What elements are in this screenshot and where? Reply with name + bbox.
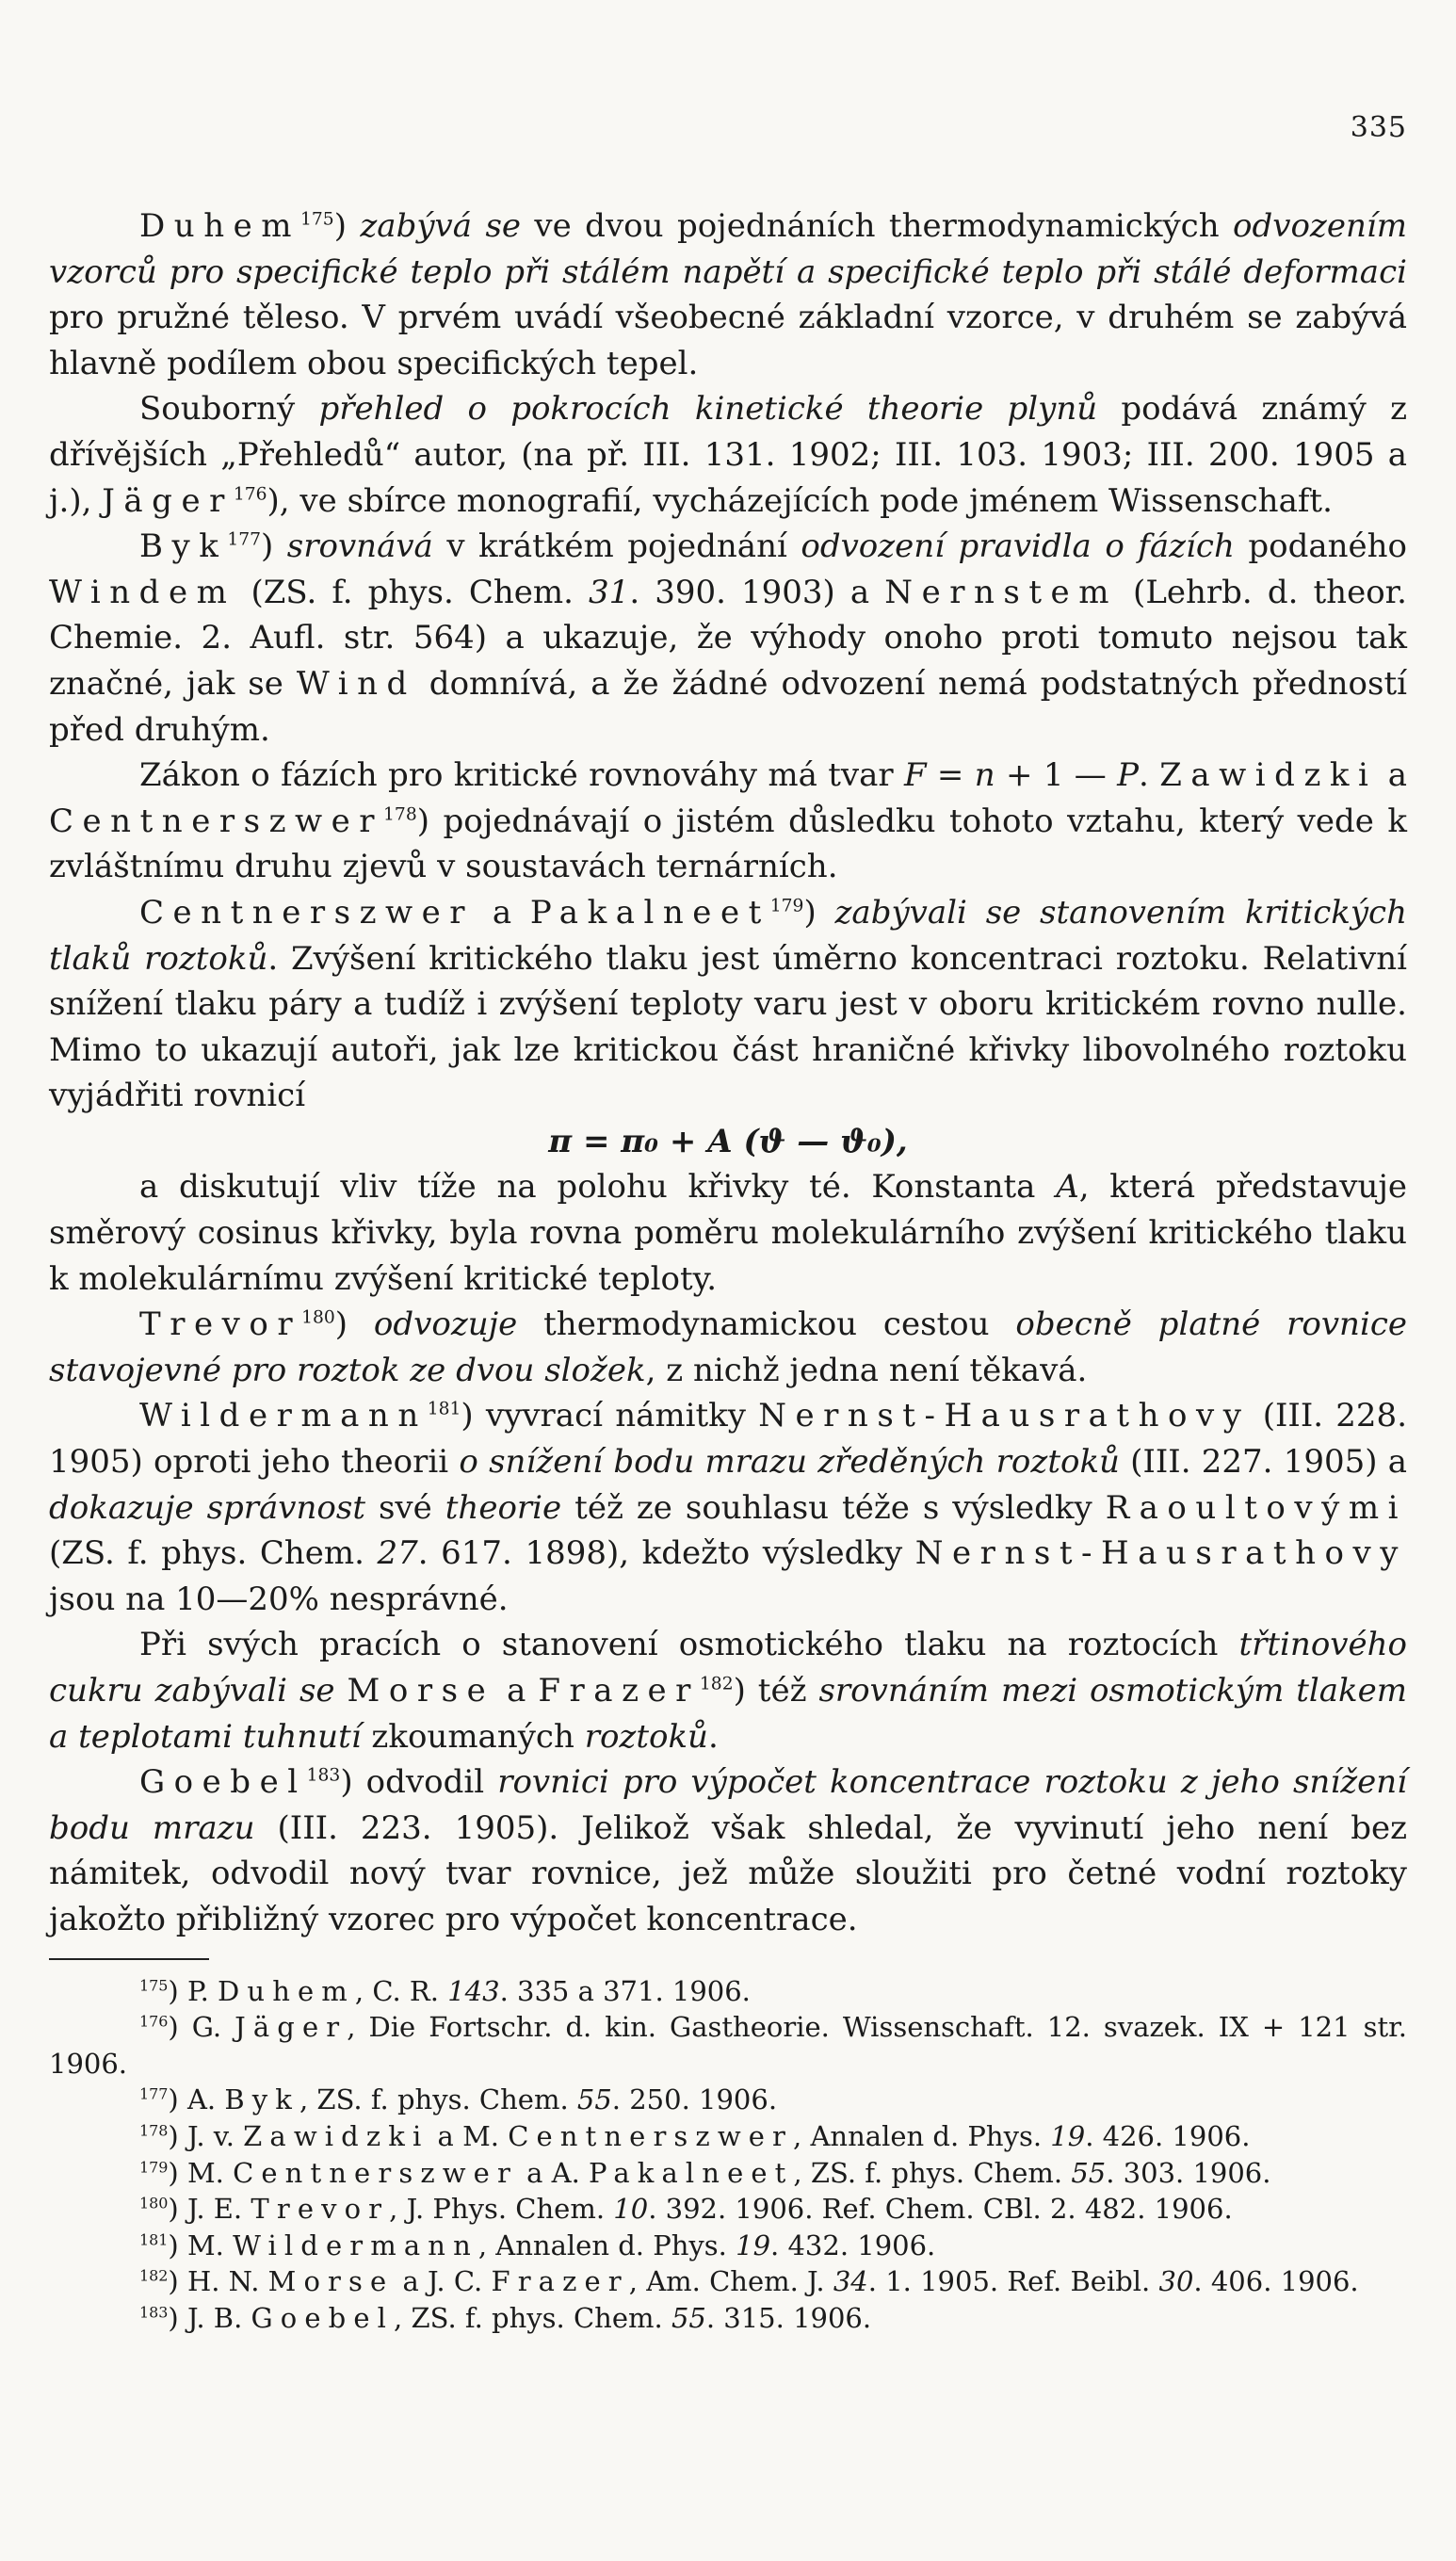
- paragraph: Zákon o fázích pro kritické rovnováhy má tvar F = n + 1 — P. Zawidzki a Centnerszwer$^{178}$) pojednávají o jistém důsledku tohoto vztahu, který vede k zvláštnímu druhu zjevů v soustavách ternárních.: [49, 756, 1408, 886]
- paragraph: Duhem$^{175}$) zabývá se ve dvou pojednáních thermodynamických odvozením vzorců pro specifické teplo při stálém napětí a specifické teplo při stálé deformaci pro pružné těleso. V prvém uvádí všeobecné základní vzorce, v druhém se zabývá hlavně podílem obou specifických tepel.: [49, 207, 1407, 382]
- page-number: 335: [1350, 111, 1407, 144]
- paragraph: a diskutují vliv tíže na polohu křivky té. Konstanta A, která představuje směrový cosinus křivky, byla rovna poměru molekulárního zvýšení kritického tlaku k molekulárnímu zvýšení kritické teploty.: [49, 1168, 1408, 1298]
- paragraph: Byk$^{177}$) srovnává v krátkém pojednání odvození pravidla o fázích podaného Windem (ZS. f. phys. Chem. 31. 390. 1903) a Nernstem (Lehrb. d. theor. Chemie. 2. Aufl. str. 564) a ukazuje, že výhody onoho proti tomuto nejsou tak značné, jak se Wind domnívá, a že žádné odvození nemá podstatných předností před druhým.: [49, 527, 1408, 749]
- footnotes: [49, 1973, 1407, 2337]
- footnote: $^{182}$) H. N. Morse a J. C. Frazer, Am. Chem. J. 34. 1. 1905. Ref. Beibl. 30. 406. 1906.: [139, 2265, 1359, 2298]
- paragraph: Souborný přehled o pokrocích kinetické theorie plynů podává známý z dřívějších „Přehledů“ autor, (na př. III. 131. 1902; III. 103. 1903; III. 200. 1905 a j.), Jäger$^{176}$), ve sbírce monografií, vycházejících pode jménem Wissenschaft.: [49, 390, 1408, 520]
- paragraph: π = π₀ + A (ϑ — ϑ₀),: [548, 1122, 908, 1160]
- footnote: $^{183}$) J. B. Goebel, ZS. f. phys. Chem. 55. 315. 1906.: [139, 2301, 872, 2334]
- footnote: $^{176}$) G. Jäger, Die Fortschr. d. kin. Gastheorie. Wissenschaft. 12. svazek. IX + 121 str. 1906.: [49, 2011, 1408, 2080]
- paragraph: Goebel$^{183}$) odvodil rovnici pro výpočet koncentrace roztoku z jeho snížení bodu mrazu (III. 223. 1905). Jelikož však shledal, že vyvinutí jeho není bez námitek, odvodil nový tvar rovnice, jež může sloužiti pro četné vodní roztoky jakožto přibližný vzorec pro výpočet koncentrace.: [49, 1763, 1407, 1938]
- footnote: $^{177}$) A. Byk, ZS. f. phys. Chem. 55. 250. 1906.: [139, 2083, 778, 2116]
- body-text: [49, 203, 1407, 1943]
- paragraph: Trevor$^{180}$) odvozuje thermodynamickou cestou obecně platné rovnice stavojevné pro roztok ze dvou složek, z nichž jedna není těkavá.: [49, 1305, 1407, 1389]
- paragraph: Wildermann$^{181}$) vyvrací námitky Nernst-Hausrathovy (III. 228. 1905) oproti jeho theorii o snížení bodu mrazu zředěných roztoků (III. 227. 1905) a dokazuje správnost své theorie též ze souhlasu téže s výsledky Raoultovými (ZS. f. phys. Chem. 27. 617. 1898), kdežto výsledky Nernst-Hausrathovy jsou na 10—20% nesprávné.: [49, 1397, 1407, 1618]
- paragraph: Při svých pracích o stanovení osmotického tlaku na roztocích třtinového cukru zabývali se Morse a Frazer$^{182}$) též srovnáním mezi osmotickým tlakem a teplotami tuhnutí zkoumaných roztoků.: [49, 1626, 1408, 1756]
- footnote: $^{181}$) M. Wildermann, Annalen d. Phys. 19. 432. 1906.: [139, 2229, 936, 2261]
- footnote: $^{180}$) J. E. Trevor, J. Phys. Chem. 10. 392. 1906. Ref. Chem. CBl. 2. 482. 1906.: [139, 2193, 1233, 2226]
- footnote-divider: [49, 1958, 209, 1960]
- footnote: $^{178}$) J. v. Zawidzki a M. Centnerszwer, Annalen d. Phys. 19. 426. 1906.: [139, 2119, 1251, 2152]
- paragraph: Centnerszwer a Pakalneet$^{179}$) zabývali se stanovením kritických tlaků roztoků. Zvýšení kritického tlaku jest úměrno koncentraci roztoku. Relativní snížení tlaku páry a tudíž i zvýšení teploty varu jest v oboru kritickém rovno nulle. Mimo to ukazují autoři, jak lze kritickou část hraničné křivky libovolného roztoku vyjádřiti rovnicí: [49, 893, 1407, 1115]
- footnote: $^{175}$) P. Duhem, C. R. 143. 335 a 371. 1906.: [139, 1974, 751, 2007]
- footnote: $^{179}$) M. Centnerszwer a A. Pakalneet, ZS. f. phys. Chem. 55. 303. 1906.: [139, 2156, 1271, 2189]
